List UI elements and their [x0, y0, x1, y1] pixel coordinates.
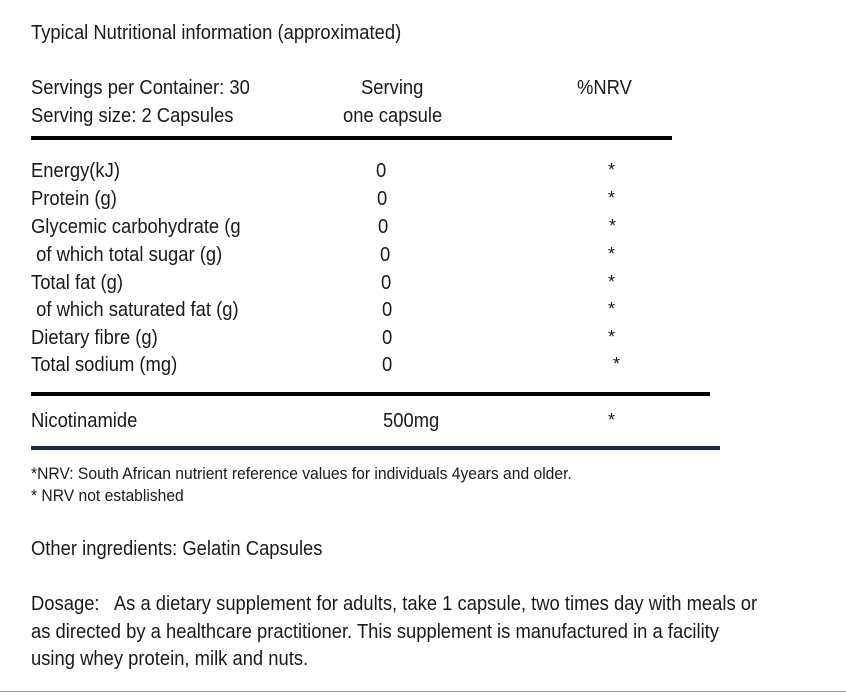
row-value: 0 — [380, 244, 391, 266]
dosage-line: using whey protein, milk and nuts. — [31, 648, 309, 670]
row-value: 0 — [377, 188, 388, 210]
dosage-line: as directed by a healthcare practitioner. This supplement is manufactured in a facility — [31, 621, 719, 643]
footnote-not-established: * NRV not established — [31, 486, 184, 505]
row-label: Protein (g) — [31, 188, 117, 210]
row-nrv: * — [608, 327, 616, 347]
row-nrv: * — [608, 299, 616, 319]
nutrients-divider — [31, 392, 710, 396]
row-value: 0 — [376, 160, 387, 182]
row-nrv: * — [613, 354, 621, 374]
footnote-nrv: *NRV: South African nutrient reference values for individuals 4years and older. — [31, 464, 572, 483]
row-value: 0 — [378, 216, 389, 238]
row-nrv: * — [608, 244, 616, 264]
active-divider — [31, 446, 720, 450]
active-ingredient-value: 500mg — [383, 410, 440, 432]
row-nrv: * — [608, 272, 616, 292]
row-label: Dietary fibre (g) — [31, 327, 158, 349]
row-label: of which saturated fat (g) — [31, 299, 239, 321]
active-ingredient-nrv: * — [608, 410, 616, 430]
row-nrv: * — [608, 188, 616, 208]
active-ingredient-label: Nicotinamide — [31, 410, 138, 432]
column-header-nrv: %NRV — [577, 77, 632, 99]
column-header-serving: Serving — [361, 77, 424, 99]
row-label: Total fat (g) — [31, 272, 124, 294]
row-nrv: * — [609, 216, 617, 236]
serving-size: Serving size: 2 Capsules — [31, 105, 234, 127]
dosage-line: Dosage: As a dietary supplement for adults, take 1 capsule, two times day with meals or — [31, 593, 758, 615]
row-label: Total sodium (mg) — [31, 354, 178, 376]
row-value: 0 — [381, 272, 392, 294]
panel-title: Typical Nutritional information (approximated) — [31, 22, 402, 44]
row-nrv: * — [608, 160, 616, 180]
bottom-border — [0, 691, 846, 692]
row-label: Energy(kJ) — [31, 160, 120, 182]
column-header-serving-unit: one capsule — [343, 105, 443, 127]
other-ingredients: Other ingredients: Gelatin Capsules — [31, 538, 323, 560]
row-label: of which total sugar (g) — [31, 244, 223, 266]
row-label: Glycemic carbohydrate (g — [31, 216, 241, 238]
row-value: 0 — [382, 299, 393, 321]
row-value: 0 — [382, 354, 393, 376]
row-value: 0 — [382, 327, 393, 349]
header-divider — [31, 136, 672, 140]
servings-per-container: Servings per Container: 30 — [31, 77, 250, 99]
